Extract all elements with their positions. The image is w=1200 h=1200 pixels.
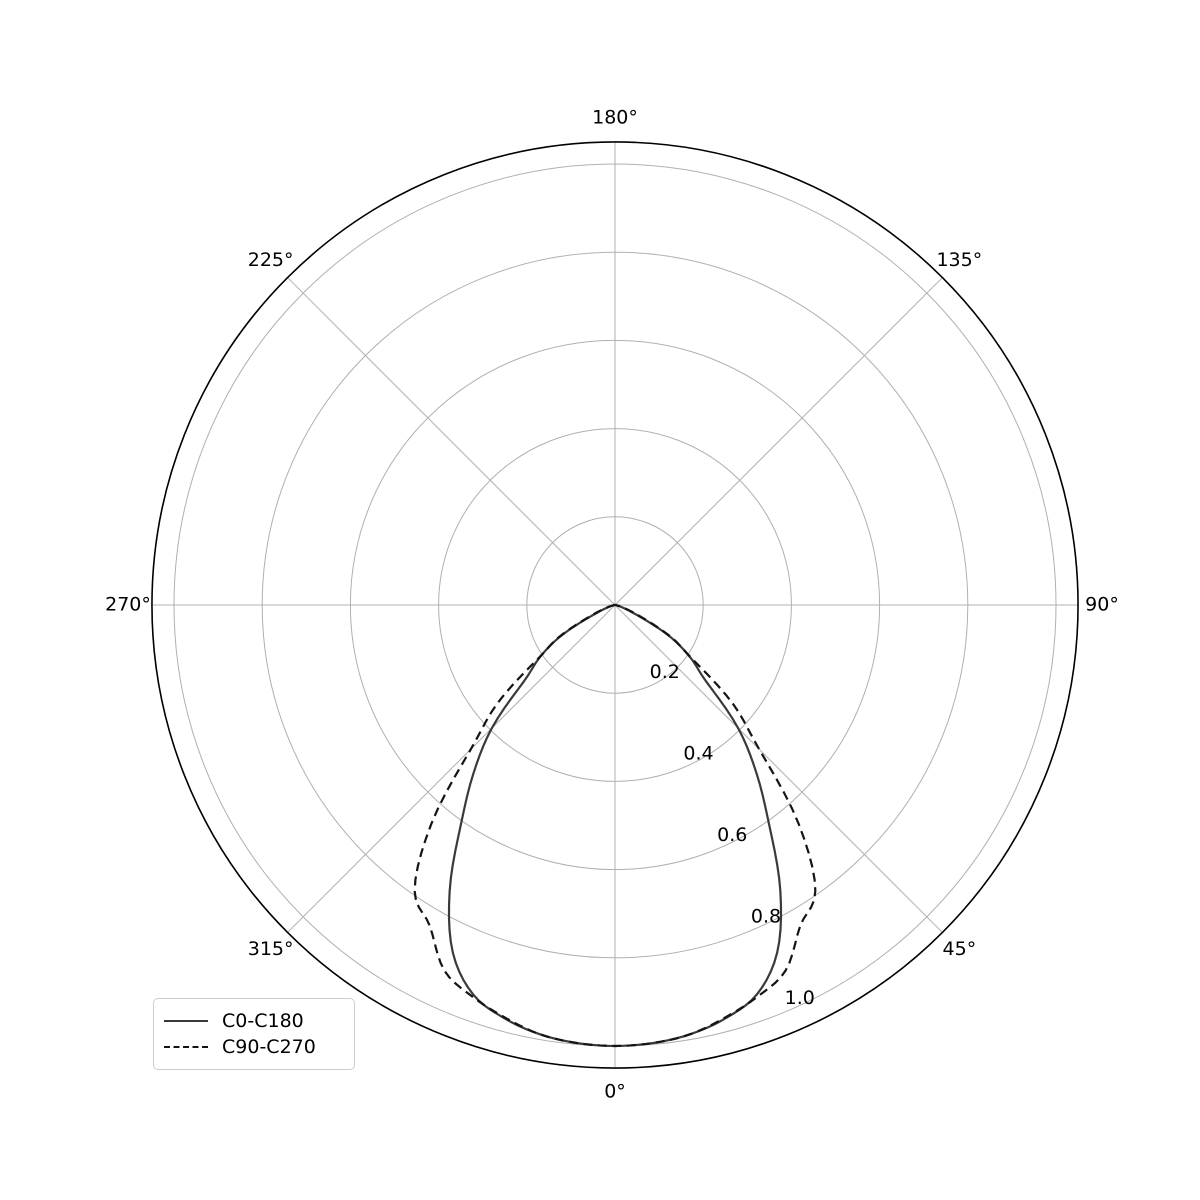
theta-tick-label: 315°	[247, 937, 294, 960]
legend-item-c0-c180	[164, 1008, 342, 1034]
theta-tick-label: 90°	[1085, 593, 1119, 616]
theta-tick-label: 0°	[604, 1080, 626, 1103]
theta-tick-label: 225°	[247, 249, 294, 272]
solid-line-swatch-icon	[164, 1020, 208, 1022]
legend[interactable]	[153, 998, 355, 1070]
r-tick-label: 0.8	[750, 905, 782, 928]
legend-label-c0-c180: C0-C180	[222, 1010, 304, 1032]
dashed-line-swatch-icon	[164, 1046, 208, 1048]
r-tick-label: 0.2	[649, 660, 680, 683]
theta-tick-label: 135°	[936, 249, 983, 272]
legend-item-c90-c270	[164, 1034, 342, 1060]
r-tick-label: 0.4	[683, 742, 714, 765]
theta-gridline-spoke	[615, 278, 942, 605]
r-tick-label: 1.0	[784, 986, 815, 1009]
legend-label-c90-c270: C90-C270	[222, 1036, 316, 1058]
theta-tick-label: 270°	[105, 593, 151, 616]
theta-tick-label: 45°	[942, 937, 977, 960]
theta-tick-label: 180°	[592, 106, 638, 129]
r-tick-label: 0.6	[717, 823, 748, 846]
theta-gridline-spoke	[288, 278, 615, 605]
